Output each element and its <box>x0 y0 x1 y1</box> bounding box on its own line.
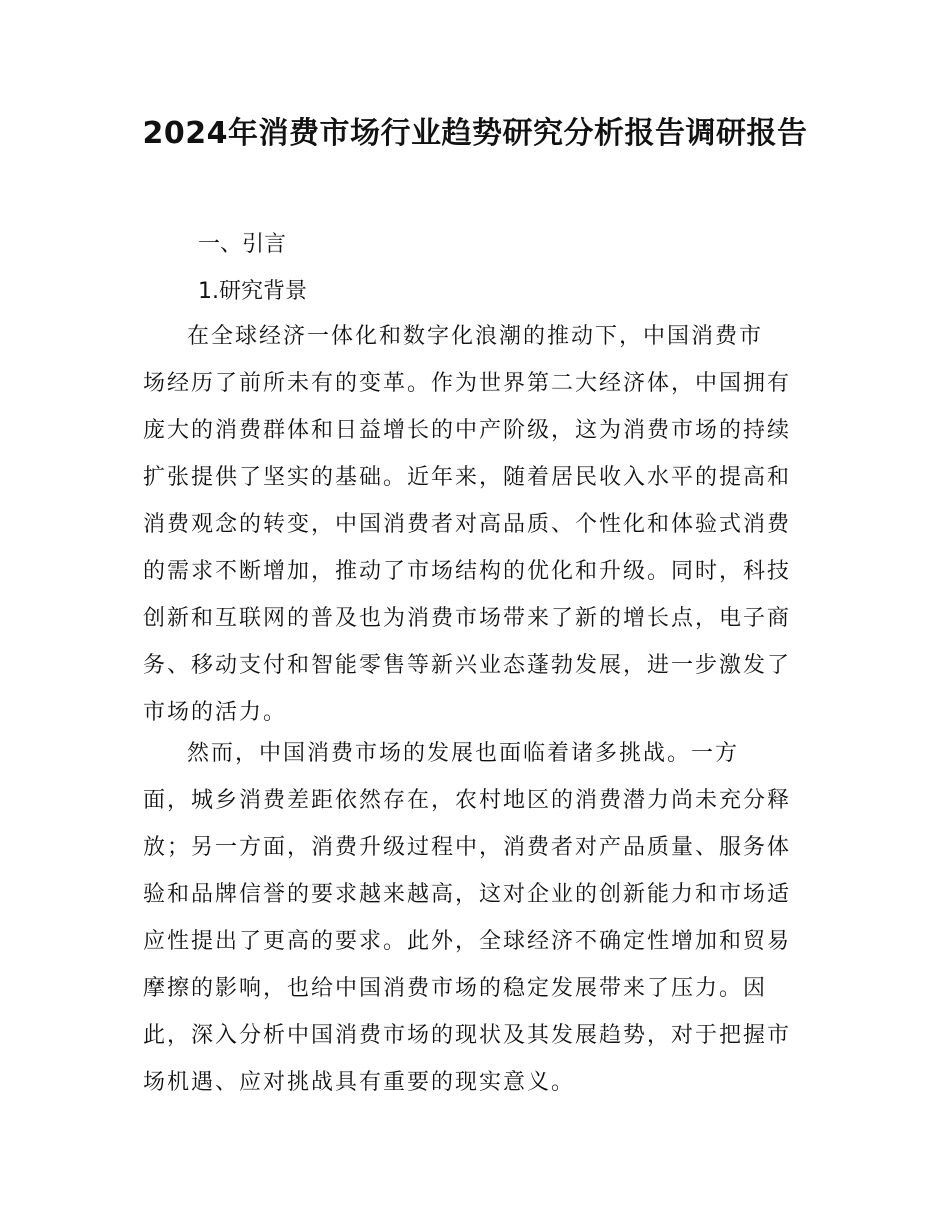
paragraph-line: 然而，中国消费市场的发展也面临着诸多挑战。一方 <box>187 741 740 766</box>
paragraph-line: 务、移动支付和智能零售等新兴业态蓬勃发展，进一步激发了 <box>143 653 792 678</box>
paragraph-line: 场经历了前所未有的变革。作为世界第二大经济体，中国拥有 <box>143 371 792 396</box>
paragraph-line: 应性提出了更高的要求。此外，全球经济不确定性增加和贸易 <box>143 929 792 954</box>
paragraph-line: 市场的活力。 <box>143 700 288 725</box>
subsection-heading-background: 1.研究背景 <box>198 279 307 304</box>
paragraph-line: 创新和互联网的普及也为消费市场带来了新的增长点，电子商 <box>143 606 792 631</box>
paragraph-line: 的需求不断增加，推动了市场结构的优化和升级。同时，科技 <box>143 559 792 584</box>
paragraph-line: 放；另一方面，消费升级过程中，消费者对产品质量、服务体 <box>143 835 792 860</box>
paragraph-line: 面，城乡消费差距依然存在，农村地区的消费潜力尚未充分释 <box>143 788 792 813</box>
paragraph-background <box>143 313 823 736</box>
page-title: 2024年消费市场行业趋势研究分析报告调研报告 <box>142 116 808 151</box>
paragraph-challenges <box>143 730 823 1106</box>
paragraph-line: 庞大的消费群体和日益增长的中产阶级，这为消费市场的持续 <box>143 418 792 443</box>
paragraph-line: 扩张提供了坚实的基础。近年来，随着居民收入水平的提高和 <box>143 465 792 490</box>
paragraph-line: 消费观念的转变，中国消费者对高品质、个性化和体验式消费 <box>143 512 792 537</box>
paragraph-line: 在全球经济一体化和数字化浪潮的推动下，中国消费市 <box>187 324 764 349</box>
paragraph-line: 验和品牌信誉的要求越来越高，这对企业的创新能力和市场适 <box>143 882 792 907</box>
paragraph-line: 此，深入分析中国消费市场的现状及其发展趋势，对于把握市 <box>143 1023 792 1048</box>
paragraph-line: 摩擦的影响，也给中国消费市场的稳定发展带来了压力。因 <box>143 976 768 1001</box>
section-heading-introduction: 一、引言 <box>198 232 287 257</box>
paragraph-line: 场机遇、应对挑战具有重要的现实意义。 <box>143 1070 576 1095</box>
